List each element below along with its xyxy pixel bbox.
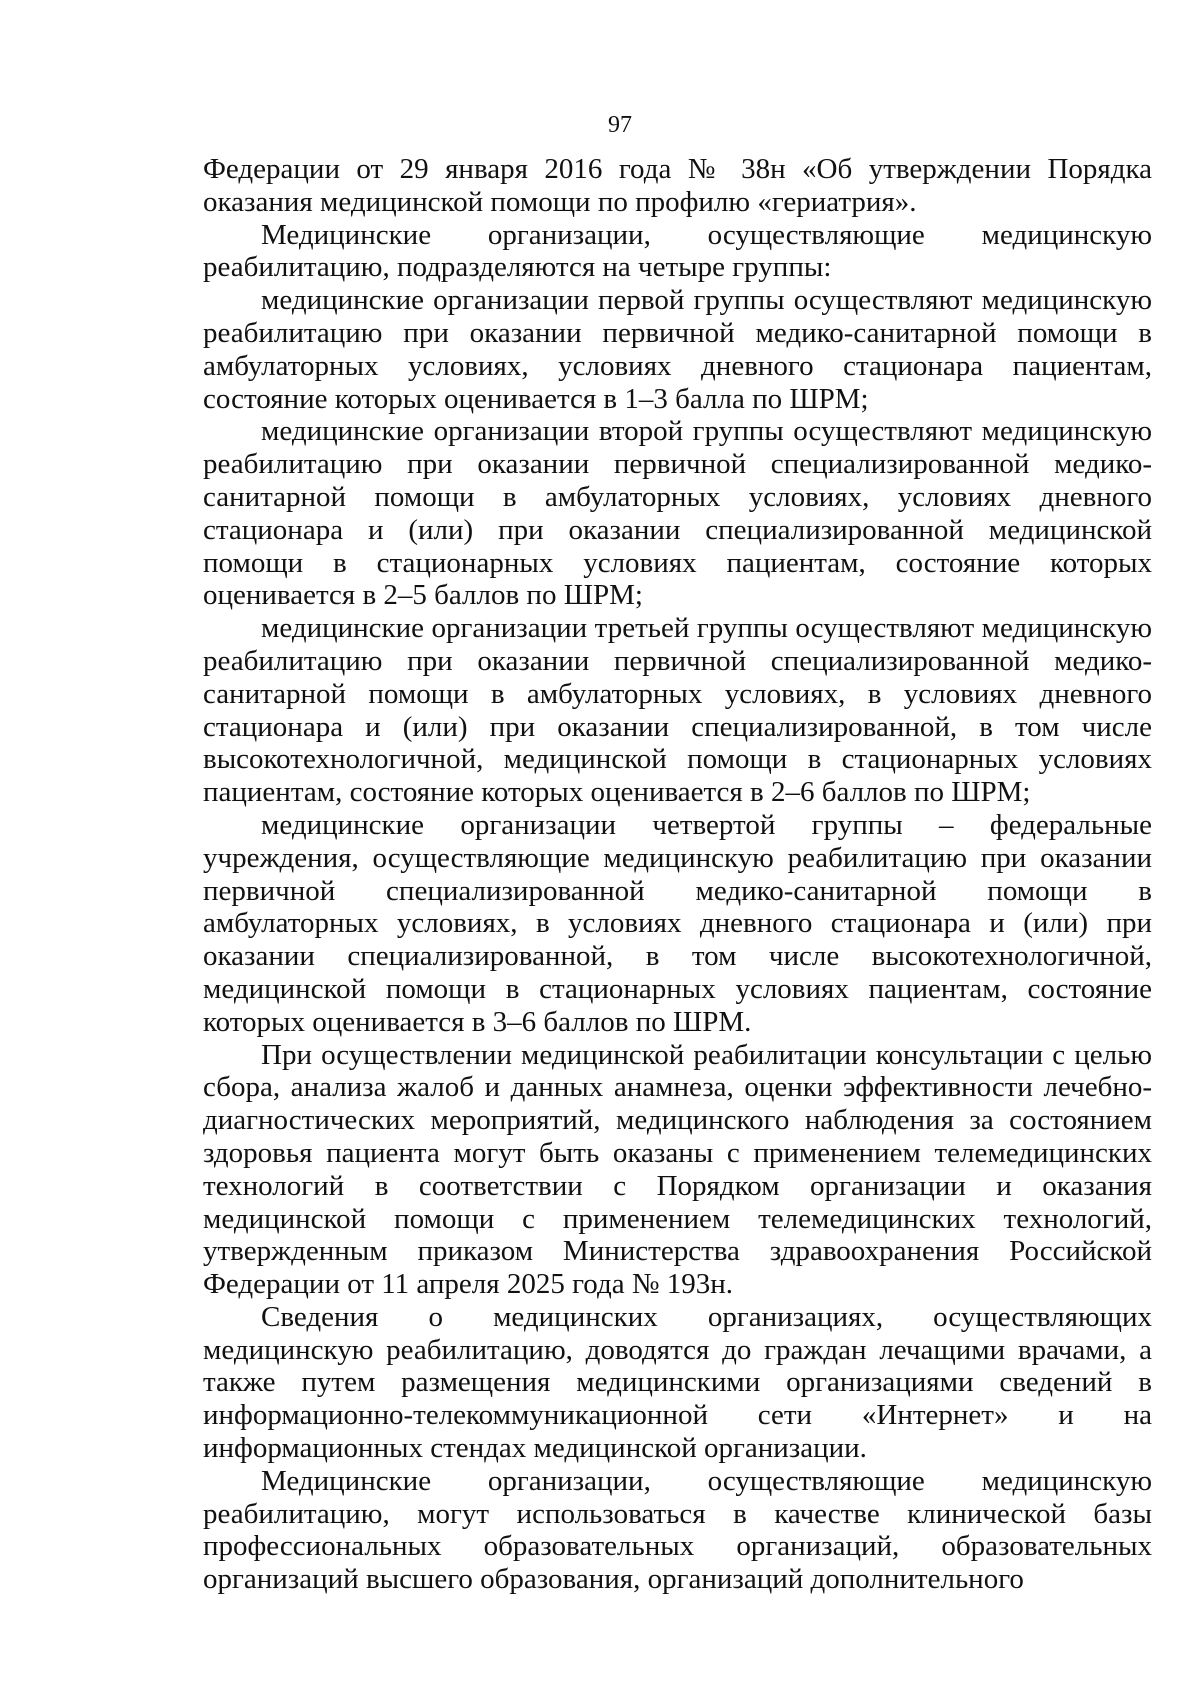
paragraph-rehab-groups-intro: Медицинские организации, осуществляющие медицинскую реабилитацию, подразделяются на четыре группы: (203, 218, 1152, 284)
paragraph-group-one: медицинские организации первой группы осуществляют медицинскую реабилитацию при оказании первичной медико-санитарной помощи в амбулаторных условиях, условиях дневного стационара пациентам, состояние которых оценивается в 1–3 балла по ШРМ; (203, 284, 1152, 415)
paragraph-group-four: медицинские организации четвертой группы – федеральные учреждения, осуществляющие медицинскую реабилитацию при оказании первичной специализированной медико-санитарной помощи в амбулаторных условиях, в условиях дневного стационара и (или) при оказании специализированной, в том числе высокотехнологичной, медицинской помощи в стационарных условиях пациентам, состояние которых оценивается в 3–6 баллов по ШРМ. (203, 808, 1152, 1038)
paragraph-telemedicine: При осуществлении медицинской реабилитации консультации с целью сбора, анализа жалоб и данных анамнеза, оценки эффективности лечебно-диагностических мероприятий, медицинского наблюдения за состоянием здоровья пациента могут быть оказаны с применением телемедицинских технологий в соответствии с Порядком организации и оказания медицинской помощи с применением телемедицинских технологий, утвержденным приказом Министерства здравоохранения Российской Федерации от 11 апреля 2025 года № 193н. (203, 1038, 1152, 1301)
paragraph-clinical-base: Медицинские организации, осуществляющие медицинскую реабилитацию, могут использоваться в качестве клинической базы профессиональных образовательных организаций, образовательных организаций высшего образования, организаций дополнительного (203, 1464, 1152, 1596)
page-number: 97 (608, 112, 632, 138)
paragraph-group-three: медицинские организации третьей группы осуществляют медицинскую реабилитацию при оказании первичной специализированной медико-санитарной помощи в амбулаторных условиях, в условиях дневного стационара и (или) при оказании специализированной, в том числе высокотехнологичной, медицинской помощи в стационарных условиях пациентам, состояние которых оценивается в 2–6 баллов по ШРМ; (203, 612, 1152, 809)
document-body (203, 153, 1152, 1596)
paragraph-information: Сведения о медицинских организациях, осуществляющих медицинскую реабилитацию, доводятся до граждан лечащими врачами, а также путем размещения медицинскими организациями сведений в информационно-телекоммуникационной сети «Интернет» и на информационных стендах медицинской организации. (203, 1300, 1152, 1465)
paragraph-continuation: Федерации от 29 января 2016 года № 38н «Об утверждении Порядка оказания медицинской помощи по профилю «гериатрия». (203, 153, 1152, 218)
paragraph-group-two: медицинские организации второй группы осуществляют медицинскую реабилитацию при оказании первичной специализированной медико-санитарной помощи в амбулаторных условиях, условиях дневного стационара и (или) при оказании специализированной медицинской помощи в стационарных условиях пациентам, состояние которых оценивается в 2–5 баллов по ШРМ; (203, 415, 1152, 612)
